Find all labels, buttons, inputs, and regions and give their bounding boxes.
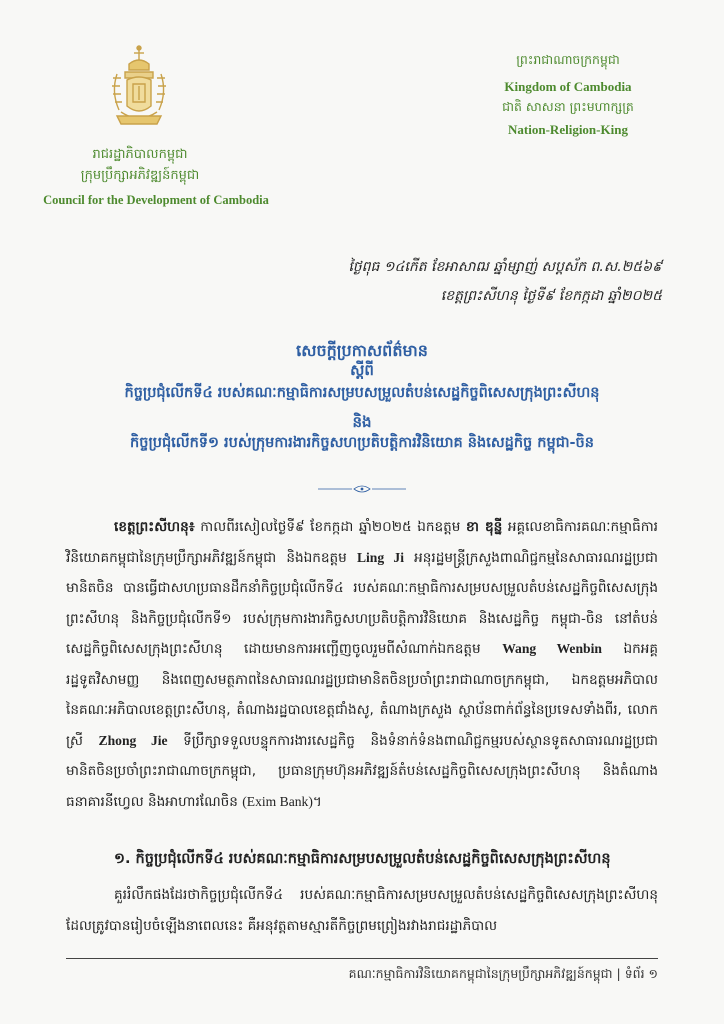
kingdom-name-khmer: ព្រះរាជាណាចក្រកម្ពុជា — [516, 52, 620, 67]
bank-name: (Exim Bank) — [242, 793, 313, 809]
section-heading-1: ១. កិច្ចប្រជុំលើកទី៤ របស់គណៈកម្មាធិការសម្របសម្រួលតំបន់សេដ្ឋកិច្ចពិសេសក្រុងព្រះសីហនុ — [114, 851, 611, 867]
solar-date: ខេត្តព្រះសីហនុ ថ្ងៃទី៩ ខែកក្កដា ឆ្នាំ២០២៥ — [440, 288, 662, 304]
person-name: Wang Wenbin — [502, 641, 602, 656]
paragraph-text: កាលពីរសៀលថ្ងៃទី៩ ខែកក្កដា ឆ្នាំ២០២៥ ឯកឧត្តម — [194, 519, 467, 535]
paragraph-text: ។ — [312, 793, 322, 810]
page-footer: គណៈកម្មាធិការវិនិយោគកម្ពុជានៃក្រុមប្រឹក្សាអភិវឌ្ឍន៍កម្ពុជា | ទំព័រ ១ — [348, 966, 658, 981]
paragraph-text: ទីប្រឹក្សាទទួលបន្ទុកការងារសេដ្ឋកិច្ច និងទំនាក់ទំនងពាណិជ្ជកម្មរបស់ស្ថានទូតសាធារណរដ្ឋប្រជាមានិតចិនប្រចាំព្រះរាជាណាចក្រកម្ពុជា, ប្រធានក្រុមហ៊ុនអភិវឌ្ឍន៍តំបន់សេដ្ឋកិច្ចពិសេសក្រុងព្រះសីហនុ និងតំណាងធនាគារនីហ្វេល និងអាហារណែចិន — [66, 732, 658, 810]
person-name: Ling Ji — [356, 549, 404, 565]
person-name: Zhong Jie — [98, 732, 168, 748]
person-name: ខា ឌុន្នី — [466, 519, 503, 535]
body-paragraph-section-1: គួររំលឹកផងដែរថាកិច្ចប្រជុំលើកទី៤ របស់គណៈកម្មាធិការសម្របសម្រួលតំបន់សេដ្ឋកិច្ចពិសេសក្រុងព្រះសីហនុ ដែលត្រូវបានរៀបចំឡើងនាពេលនេះ គឺអនុវត្តតាមស្មារតីកិច្ចព្រមព្រៀងរវាងរាជរដ្ឋាភិបាល — [66, 887, 658, 934]
title-meeting-two: កិច្ចប្រជុំលើកទី១ របស់ក្រុមការងារកិច្ចសហប្រតិបត្តិការវិនិយោគ និងសេដ្ឋកិច្ច កម្ពុជា-ចិន — [130, 435, 594, 451]
paragraph-text: អនុរដ្ឋមន្ត្រីក្រសួងពាណិជ្ជកម្មនៃសាធារណរដ្ឋប្រជាមានិតចិន បានធ្វើជាសហប្រធានដឹកនាំកិច្ចប្រជុំលើកទី៤ របស់គណៈកម្មាធិការសម្របសម្រួលតំបន់សេដ្ឋកិច្ចពិសេសក្រុងព្រះសីហនុ និងកិច្ចប្រជុំលើកទី១ របស់ក្រុមការងារកិច្ចសហប្រតិបត្តិការវិនិយោគ និងសេដ្ឋកិច្ច កម្ពុជា-ចិន នៅតំបន់សេដ្ឋកិច្ចពិសេសក្រុងព្រះសីហនុ ដោយមានការអញ្ជើញចូលរួមពីសំណាក់ឯកឧត្តម — [66, 549, 658, 657]
divider-ornament-icon — [318, 484, 406, 494]
title-about: ស្តីពី — [350, 361, 374, 379]
national-motto-english: Nation-Religion-King — [508, 122, 628, 137]
council-name-khmer: ក្រុមប្រឹក្សាអភិវឌ្ឍន៍កម្ពុជា — [80, 168, 200, 183]
lunar-date: ថ្ងៃពុធ ១៤កើត ខែអាសាឍ ឆ្នាំម្សាញ់ សប្តស័ក ព.ស.២៥៦៩ — [348, 259, 662, 275]
body-paragraph-intro — [66, 512, 658, 817]
government-name-khmer: រាជរដ្ឋាភិបាលកម្ពុជា — [92, 147, 188, 162]
title-meeting-one: កិច្ចប្រជុំលើកទី៤ របស់គណៈកម្មាធិការសម្របសម្រួលតំបន់សេដ្ឋកិច្ចពិសេសក្រុងព្រះសីហនុ — [124, 385, 600, 401]
council-name-english: Council for the Development of Cambodia — [43, 193, 269, 207]
paragraph-text: ឯកអគ្គរដ្ឋទូតវិសាមញ្ញ និងពេញសមត្ថភាពនៃសាធារណរដ្ឋប្រជាមានិតចិនប្រចាំព្រះរាជាណាចក្រកម្ពុជា, ឯកឧត្តមអភិបាលនៃគណៈអភិបាលខេត្តព្រះសីហនុ, តំណាងរដ្ឋបាលខេត្តជាំងសូ, តំណាងក្រសួង ស្ថាប័នពាក់ព័ន្ធនៃប្រទេសទាំងពីរ, លោកស្រី — [66, 641, 658, 749]
title-and: និង — [352, 413, 372, 431]
national-motto-khmer: ជាតិ សាសនា ព្រះមហាក្សត្រ — [502, 99, 634, 114]
kingdom-name-english: Kingdom of Cambodia — [504, 79, 632, 94]
footer-divider — [66, 958, 658, 959]
press-release-heading: សេចក្តីប្រកាសព័ត៌មាន — [296, 341, 428, 360]
location-lead: ខេត្តព្រះសីហនុ៖ — [114, 519, 195, 535]
paragraph-text: អគ្គលេខាធិការគណៈកម្មាធិការវិនិយោគកម្ពុជានៃក្រុមប្រឹក្សាអភិវឌ្ឍន៍កម្ពុជា និងឯកឧត្តម — [66, 519, 659, 566]
royal-emblem-icon — [103, 44, 175, 132]
